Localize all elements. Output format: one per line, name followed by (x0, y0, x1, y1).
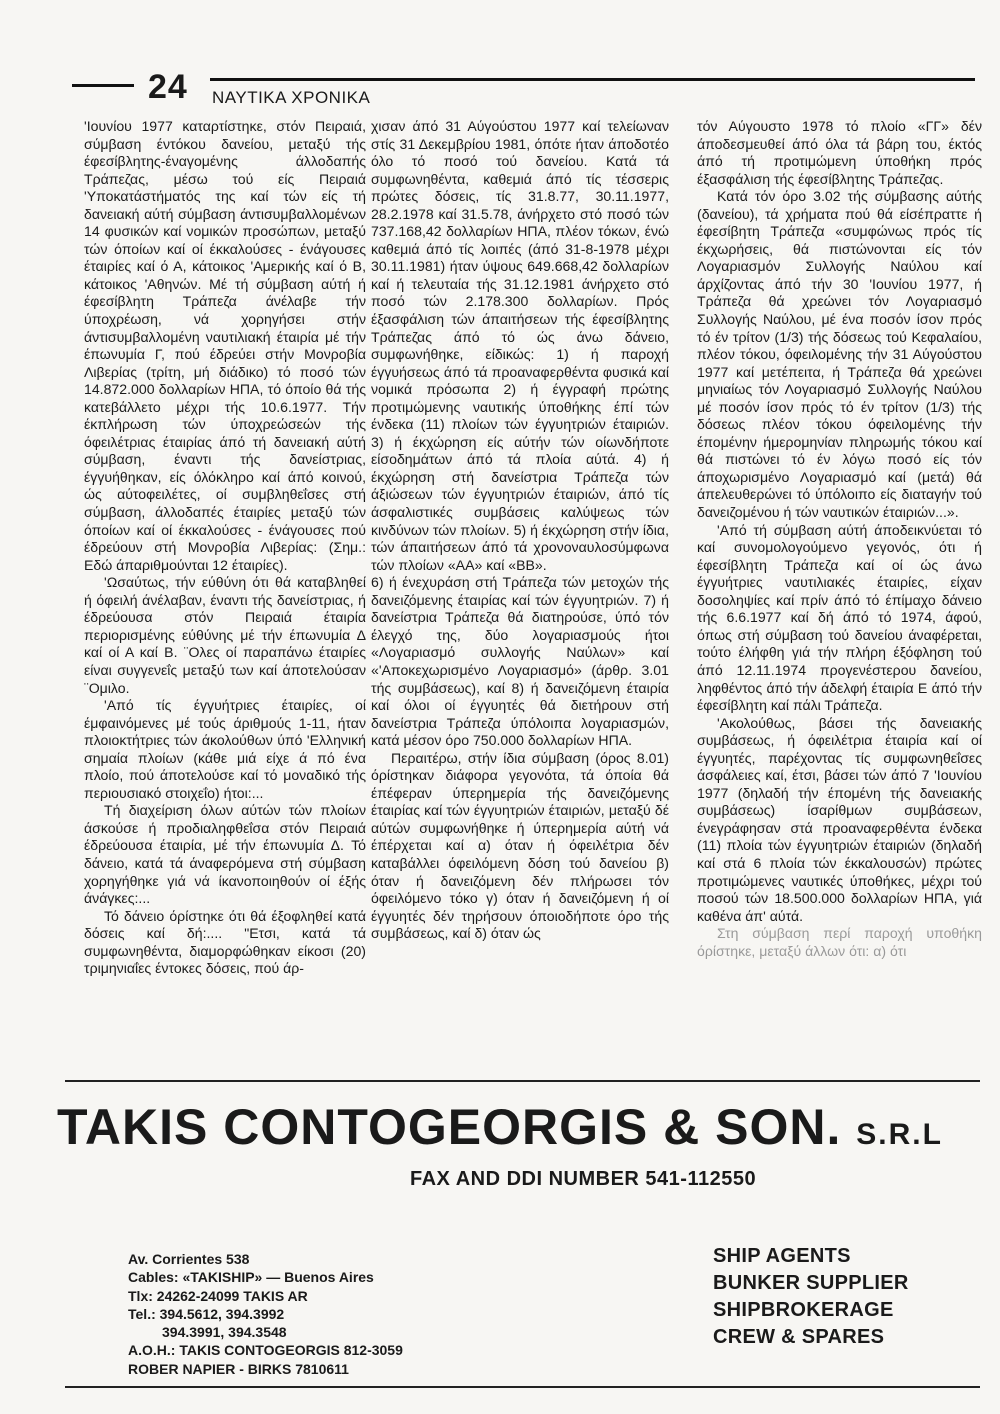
contact-telephone-cont: 394.3991, 394.3548 (162, 1324, 287, 1341)
article-column-3 (697, 118, 982, 1080)
advert-services-list (713, 1243, 909, 1351)
article-paragraph: 'Ωσαύτως, τήν εύθύνη ότι θά καταβληθεί ή όφειλή άνέλαβαν, έναντι τής δανείστριας, ή έδρεύουσα στόν Πειραιά έταιρία περιορισμένης εύθύνης μέ τήν έπωνυμία Δ καί οί Α καί Β. ¨Ολες οί παραπάνω έταιρίες είναι συγγενεΐς μεταξύ των καί άποτελούσαν ¨Ομιλο. (84, 574, 366, 696)
article-paragraph: 'Ακολούθως, βάσει τής δανειακής συμβάσεως, ή όφειλέτρια έταιρία καί οί έγγυητές, παρέχοντας τίς συμφωνηθεΐσες άσφάλειες καί, έτσι, βάσει τών άπό 7 'Ιουνίου 1977 (δηλαδή τήν έπομένη τής δανειακής συμβάσεως) ίσαρίθμων συμβάσεων, ένεγράφησαν στά προαναφερθέντα ένδεκα (11) πλοία τών έγγυητριών έταιριών (δηλαδή καί στά 6 πλοία τών έκκαλουσών) πρώτες προτιμώμενες ναυτικές ύποθήκες, μέχρι τού ποσού τών 18.500.000 δολλαρίων ΗΠΑ, γιά καθένα άπ' αύτά. (697, 714, 982, 924)
contact-address: Av. Corrientes 538 (128, 1251, 250, 1267)
advert-top-rule (65, 1080, 980, 1082)
article-paragraph: Κατά τόν όρο 3.02 τής σύμβασης αύτής (δανείου), τά χρήματα πού θά είσέπραττε ή έφεσίβητη Τράπεζα «συμφώνως πρός τίς έκχωρήσεις, θά πιστώνονται είς τόν Λογαριασμόν Συλλογής Ναύλου καί άρχίζοντας άπό τήν 30 'Ιουνίου 1977, ή Τράπεζα θά χρεώνει τόν Λογαριασμό Συλλογής Ναύλου, μέ ένα ποσόν ίσον πρός τό έν τρίτον (1/3) τής δόσεως τού Κεφαλαίου, πλέον τόκου, όφειλομένης τήν 31 Αύγούστου 1977 καί μετέπειτα, ή Τράπεζα θά χρεώνει μηνιαίως τόν Λογαριασμό Συλλογής Ναύλου μέ ποσόν ίσον πρός τό έν τρίτον (1/3) τής δόσεως πλέον τόκου όφειλομένης τήν έπομένην ήμερομηνίαν πληρωμής τόκου καί θά πιστώνει τό έν λόγω ποσό είς τόν άποχωρισμένο Λογαριασμό καί (μετά) θά άπελευθερώνει τό ύπόλοιπο είς διαταγήν τού δανειζομένου ή τών ναυτικών έταιριών...». (697, 188, 982, 521)
page-number: 24 (148, 68, 188, 106)
company-suffix: S.R.L (856, 1118, 943, 1151)
article-paragraph: Περαιτέρω, στήν ίδια σύμβαση (όρος 8.01) όρίστηκαν διάφορα γεγονότα, τά όποία θά έπέφεραν ύπερημερία τής δανειζόμενης έταιρίας καί τών έγγυητριών έταιριών, μεταξύ δέ αύτών συμφωνήθηκε ή ύπερημερία αύτή νά έπέρχεται καί α) όταν ή όφειλέτρια δέν καταβάλλει όφειλόμενη δόση τού δανείου β) όταν ή δανειζόμενη δέν πλήρωσει τόν όφειλόμενο τόκο γ) όταν ή δανειζόμενη ή οί έγγυητές δέν τηρήσουν όποιοδήποτε όρο τής συμβάσεως, καί δ) όταν ώς (371, 749, 669, 942)
article-paragraph: 'Ιουνίου 1977 καταρτίστηκε, στόν Πειραιά, σύμβαση έντόκου δανείου, μεταξύ τής έφεσίβλητης-έναγομένης άλλοδαπής Τράπεζας, μέσω τού είς Πειραιά 'Υποκατάστήματός της καί τών είς τή δανειακή αύτή σύμβαση άντισυμβαλλομένων 14 φυσικών καί νομικών προσώπων, μεταξύ τών όποίων καί οί έκκαλούσες - ένάγουσες έταιρίες καί ό Α, κάτοικος 'Αμερικής καί ό Β, κάτοικος 'Αθηνών. Μέ τή σύμβαση αύτή ή έφεσίβλητη Τράπεζα άνέλαβε τήν ύποχρέωση, νά χορηγήσει στήν άντισυμβαλλομένη ναυτιλιακή έταιρία μέ τήν έπωνυμία Γ, πού έδρεύει στήν Μονροβία Λιβερίας (τρίτη, μή διάδικο) τό ποσό τών 14.872.000 δολλαρίων ΗΠΑ, τό όποίο θά τής κατεβάλλετο μέχρι τής 10.6.1977. Τήν έκπλήρωση τών ύποχρεώσεών τής όφειλέτριας έταιρίας άπό τή δανειακή αύτή σύμβαση, έναντι τής δανείστριας, έγγυήθηκαν, είς όλόκληρο καί άπό κοινού, ώς αύτοφειλέτες, οί συμβληθεΐσες στή σύμβαση, άλλοδαπές έταιρίες μεταξύ τών όποίων καί οί έκκαλούσες - ένάγουσες πού έδρεύουν στή Μονροβία Λιβερίας: (Σημ.: Εδώ άπαριθμούνται 12 έταιρίες). (84, 118, 366, 573)
advert-contact-block (128, 1250, 403, 1378)
magazine-title: ΝΑΥΤΙΚΑ ΧΡΟΝΙΚΑ (212, 88, 371, 107)
article-paragraph: 'Από τίς έγγυήτριες έταιρίες, οί έμφαινόμενες μέ τούς άριθμούς 1-11, ήταν πλοιοκτήτριες τών άκολούθων ύπό 'Ελληνική σημαία πλοίων (κάθε μιά είχε ά πό ένα πλοίο, πού άποτελούσε καί τό μοναδικό τής περιουσιακό στοιχεΐο) ήτοι:... (84, 697, 366, 801)
article-paragraph: τόν Αύγουστο 1978 τό πλοίο «ΓΓ» δέν άποδεσμευθεί άπό όλα τά βάρη του, έκτός άπό τή προτιμώμενη ύποθήκη πρός έξασφάλιση τής έφεσίβλητης Τράπεζας. (697, 118, 982, 187)
advert-bottom-rule (65, 1386, 980, 1388)
article-paragraph: 'Από τή σύμβαση αύτή άποδεικνύεται τό καί συνομολογούμενο γεγονός, ότι ή έφεσίβλητη Τράπεζα καί οί ώς άνω έγγυήτριες ναυτιλιακές έταιρίες, είχαν δοσοληψίες καί πρίν άπό τό έπίμαχο δάνειο τής 6.6.1977 καί δή άπό τό 1974, άφού, όπως στή σύμβαση τού δανείου άναφέρεται, τούτο έλήφθη γιά τήν πλήρη έξόφληση τού άπό 12.11.1974 προγενέστερου δανείου, ληφθέντος άπό τήν άδελφή έταιρία Ε άπό τήν έφεσίβλητη καί πάλι Τράπεζα. (697, 521, 982, 714)
article-column-2 (371, 118, 669, 1080)
company-name-text: TAKIS CONTOGEORGIS & SON. (57, 1099, 842, 1155)
contact-cables: Cables: «TAKISHIP» — Buenos Aires (128, 1269, 374, 1286)
header-rule-left (72, 84, 134, 87)
header-rule-right (210, 78, 975, 81)
advert-fax-line: FAX AND DDI NUMBER 541-112550 (410, 1168, 757, 1190)
article-paragraph: Τό δάνειο όρίστηκε ότι θά έξοφληθεί κατά δόσεις καί δή:.... "Ετσι, κατά τά συμφωνηθέντα, διαμορφώθηκαν είκοσι (20) τριμηνιαΐες έντοκες δόσεις, πού άρ- (84, 907, 366, 977)
article-paragraph: Στη σύμβαση περί παροχή υποθήκη όρίστηκε, μεταξύ άλλων ότι: α) ότι (697, 925, 982, 959)
article-paragraph: Τή διαχείριση όλων αύτών τών πλοίων άσκούσε ή προδιαληφθεΐσα στόν Πειραιά έδρεύουσα έταιρία, μέ τήν έπωνυμία Δ. Τό δάνειο, κατά τά άναφερόμενα στή σύμβαση χορηγήθηκε γιά νά ίκανοποιηθούν οί έξής άνάγκες:... (84, 802, 366, 907)
contact-napier: ROBER NAPIER - BIRKS 7810611 (128, 1360, 349, 1377)
service-ship-agents: SHIP AGENTS (713, 1245, 851, 1267)
service-crew-spares: CREW & SPARES (713, 1326, 885, 1348)
contact-telex: Tlx: 24262-24099 TAKIS AR (128, 1287, 308, 1304)
article-paragraph: χισαν άπό 31 Αύγούστου 1977 καί τελείωναν στίς 31 Δεκεμβρίου 1981, όπότε ήταν άποδοτέο όλο τό ποσό τού δανείου. Κατά τά συμφωνηθέντα, καθεμιά άπό τίς τέσσερις πρώτες δόσεις, τίς 31.8.77, 30.11.1977, 28.2.1978 καί 31.5.78, άνήρχετο στό ποσό τών 737.168,42 δολλαρίων ΗΠΑ, πλέον τόκων, ένώ καθεμιά άπό τίς λοιπές (άπό 31-8-1978 μέχρι 30.11.1981) ήταν ύψους 649.668,42 δολλαρίων καί ή τελευταία τής 31.12.1981 άνήρχετο στό ποσό τών 2.178.300 δολλαρίων. Πρός έξασφάλιση τών άπαιτήσεων τής έφεσίβλητης Τράπεζας άπό τό ώς άνω δάνειο, συμφωνήθηκε, είδικώς: 1) ή παροχή έγγυήσεως άπό τά προαναφερθέντα φυσικά καί νομικά πρόσωπα 2) ή έγγραφή πρώτης προτιμώμενης ναυτικής ύποθήκης έπί τών ένδεκα (11) πλοίων τών έγγυητριών έταιριών. 3) ή έκχώρηση είς αύτήν τών οίωνδήποτε είσοδημάτων άπό τά πλοία αύτά. 4) ή έκχώρηση στή δανείστρια Τράπεζα τών άξιώσεων τών έγγυητριών έταιριών, άπό τίς άσφαλιστικές συμβάσεις καλύψεως τών κινδύνων τών πλοίων. 5) ή έκχώρηση στήν ίδια, τών άπαιτήσεων άπό τά χρονοναυλοσύμφωνα τών πλοίων «ΑΑ» καί «ΒΒ». (371, 118, 669, 573)
contact-after-hours: A.O.H.: TAKIS CONTOGEORGIS 812-3059 (128, 1342, 403, 1359)
article-paragraph: 6) ή ένεχυράση στή Τράπεζα τών μετοχών τής δανειζόμενης έταιρίας καί τών έγγυητριών. 7) ή δανείστρια Τράπεζα θά διατηρούσε, ύπό τόν έλεγχό της, δύο λογαριασμούς ήτοι «Λογαριασμό συλλογής Ναύλων» καί «'Αποκεχωρισμένο Λογαριασμό» (άρθρ. 3.01 τής συμβάσεως), καί 8) ή δανειζόμενη έταιρία καί όλοι οί έγγυητές θά διετήρουν στή δανείστρια Τράπεζα ύπόλοιπα λογαριασμών, κατά μέσον όρο 750.000 δολλαρίων ΗΠΑ. (371, 574, 669, 749)
contact-telephone: Tel.: 394.5612, 394.3992 (128, 1305, 285, 1322)
service-bunker-supplier: BUNKER SUPPLIER (713, 1272, 909, 1294)
page-header (70, 62, 975, 112)
service-shipbrokerage: SHIPBROKERAGE (713, 1299, 894, 1321)
advert-company-name (0, 1098, 1000, 1156)
article-column-1 (84, 118, 366, 1080)
